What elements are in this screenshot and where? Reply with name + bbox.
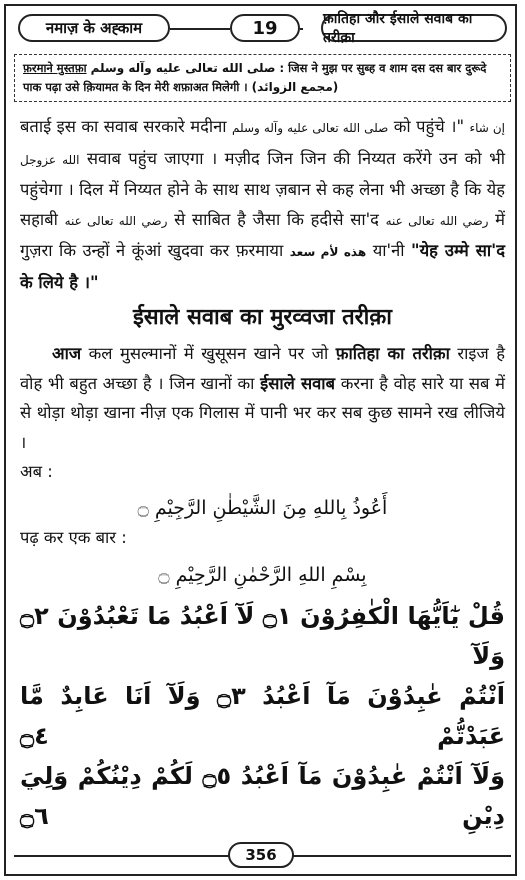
surah-line-1: قُلْ يٰٓاَيُّهَا الْكٰفِرُوْنَ ۝١ لَآ اَعْبُدُ مَا تَعْبُدُوْنَ ۝٢ وَلَآ bbox=[20, 602, 505, 670]
hadith-notice bbox=[14, 54, 511, 102]
quote: "येह उम्मे सा'द के लिये है ।" bbox=[20, 241, 505, 292]
label-ab: अब : bbox=[20, 462, 53, 481]
text-run: या'नी bbox=[372, 241, 405, 260]
page-number: 356 bbox=[228, 842, 294, 868]
text-run: सवाब पहुंच जाएगा । मज़ीद जिन जिन की निय्यत करेंगे उन को भी पहुंचेगा । दिल में निय्यत होने के साथ साथ ज़बान से कह लेना भी अच्छा है कि येह सहाबी bbox=[20, 148, 505, 229]
text-run: में गुज़रा कि उन्हों ने कूंआं खुदवा कर फ़रमाया bbox=[20, 209, 505, 260]
text-run: को पहुंचे ।" bbox=[393, 117, 465, 136]
text-run: बताई इस का सवाब सरकारे मदीना bbox=[20, 117, 227, 136]
insha-allah-arabic: إن شاء الله عزوجل bbox=[20, 121, 506, 167]
basmala-arabic: بِسْمِ اللهِ الرَّحْمٰنِ الرَّحِيْمِ ۝ bbox=[158, 564, 367, 586]
paragraph-1 bbox=[20, 112, 505, 297]
page-body bbox=[20, 112, 505, 836]
surah-line-2: اَنْتُمْ عٰبِدُوْنَ مَآ اَعْبُدُ ۝٣ وَلَآ اَنَا عَابِدٌ مَّا عَبَدْتُّمْ ۝٤ bbox=[20, 682, 505, 750]
text-run: राइज है वोह भी बहुत अच्छा है । जिन खानों का bbox=[20, 344, 505, 393]
surah-line-3: وَلَآ اَنْتُمْ عٰبِدُوْنَ مَآ اَعْبُدُ ۝٥ لَكُمْ دِيْنُكُمْ وَلِيَ دِيْنِ ۝٦ bbox=[20, 762, 506, 830]
section-heading: ईसाले सवाब का मुरव्वजा तरीक़ा bbox=[133, 305, 392, 330]
book-title: नमाज़ के अह्काम bbox=[18, 14, 170, 42]
notice-source: (مجمع الزوائد) bbox=[251, 80, 339, 94]
header-rule bbox=[300, 28, 303, 30]
notice-lead: फ़रमाने मुस्तफ़ा bbox=[23, 61, 87, 75]
taawwuz-arabic: أَعُوذُ بِاللهِ مِنَ الشَّيْطٰنِ الرَّجِيْمِ ۝ bbox=[137, 496, 388, 519]
bold-word: फ़ातिहा का तरीक़ा bbox=[335, 344, 450, 363]
honorific-arabic: رضي الله تعالى عنه bbox=[385, 213, 489, 228]
page-footer bbox=[0, 842, 525, 870]
text-run: कल मुसल्मानों में खुसूसन खाने पर जो bbox=[88, 344, 329, 363]
bold-word: ईसाले सवाब bbox=[260, 373, 336, 393]
header-rule bbox=[170, 28, 230, 30]
notice-text: : जिस ने मुझ पर सुब्ह व शाम दस दस बार दुरूदे पाक पढ़ा उसे क़ियामत के दिन मेरी शफ़ाअत मिलेगी । bbox=[23, 61, 487, 94]
honorific-arabic: صلى الله تعالى عليه وآله وسلم bbox=[232, 121, 389, 135]
page-header bbox=[18, 11, 507, 46]
honorific-arabic: رضي الله تعالى عنه bbox=[64, 213, 168, 228]
chapter-page-number: 19 bbox=[230, 14, 300, 42]
bold-word: आज bbox=[52, 344, 82, 363]
text-run: से साबित है जैसा कि हदीसे सा'द bbox=[174, 209, 379, 229]
text-run: करना है वोह सारे या सब में से थोड़ा थोड़ा खाना नीज़ एक गिलास में पानी भर कर सब कुछ सामने रख लीजिये । bbox=[20, 373, 506, 452]
label-padh: पढ़ कर एक बार : bbox=[20, 527, 127, 547]
honorific-arabic: صلى الله تعالى عليه وآله وسلم bbox=[90, 61, 276, 75]
chapter-title: फ़ातिहा और ईसाले सवाब का तरीक़ा bbox=[321, 14, 507, 42]
paragraph-2 bbox=[20, 339, 505, 457]
arabic-phrase: هذه لأم سعد bbox=[289, 245, 367, 259]
